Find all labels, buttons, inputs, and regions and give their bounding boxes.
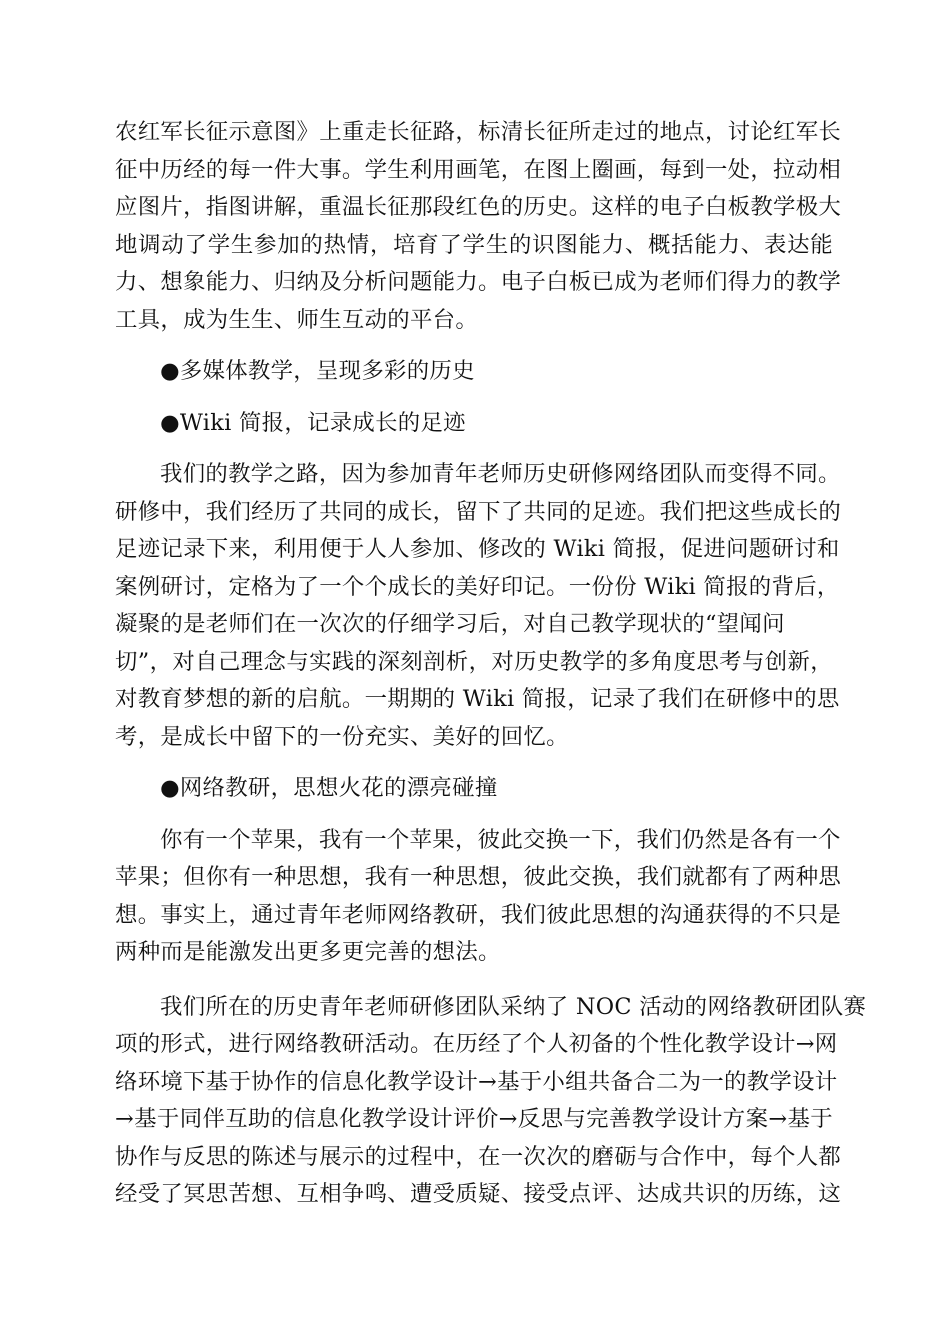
paragraph-electronic-whiteboard — [115, 114, 842, 339]
text-line: 案例研讨，定格为了一个个成长的美好印记。一份份 Wiki 简报的背后， — [115, 573, 840, 600]
text-line: 我们的教学之路，因为参加青年老师历史研修网络团队而变得不同。 — [160, 461, 841, 487]
text-line: 农红军长征示意图》上重走长征路，标清长征所走过的地点，讨论红军长 — [115, 119, 842, 145]
text-line: 项的形式，进行网络教研活动。在历经了个人初备的个性化教学设计→网 — [115, 1031, 838, 1057]
section-heading-online-research: ●网络教研，思想火花的漂亮碰撞 — [160, 775, 498, 801]
section-heading-multimedia: ●多媒体教学，呈现多彩的历史 — [160, 358, 475, 384]
text-line: 力、想象能力、归纳及分析问题能力。电子白板已成为老师们得力的教学 — [115, 269, 842, 295]
text-line: 工具，成为生生、师生互动的平台。 — [115, 306, 479, 333]
paragraph-noc-team — [115, 989, 867, 1214]
document-page — [115, 114, 867, 1214]
text-line: 切”，对自己理念与实践的深刻剖析，对历史教学的多角度思考与创新， — [115, 648, 833, 675]
text-line: 研修中，我们经历了共同的成长，留下了共同的足迹。我们把这些成长的 — [115, 498, 842, 525]
text-line: 协作与反思的陈述与展示的过程中，在一次次的磨砺与合作中，每个人都 — [115, 1143, 842, 1170]
paragraph-apple-analogy — [115, 822, 842, 972]
text-line: 应图片，指图讲解，重温长征那段红色的历史。这样的电子白板教学极大 — [115, 194, 842, 220]
section-heading-wiki: ●Wiki 简报，记录成长的足迹 — [160, 409, 466, 436]
text-line: 想。事实上，通过青年老师网络教研，我们彼此思想的沟通获得的不只是 — [115, 901, 842, 928]
text-line: 考，是成长中留下的一份充实、美好的回忆。 — [115, 723, 569, 750]
text-line: 络环境下基于协作的信息化教学设计→基于小组共备合二为一的教学设计 — [115, 1068, 838, 1095]
text-line: 经受了冥思苦想、互相争鸣、遭受质疑、接受点评、达成共识的历练，这 — [115, 1181, 842, 1207]
paragraph-wiki-report — [115, 456, 842, 756]
text-line: 足迹记录下来，利用便于人人参加、修改的 Wiki 简报，促进问题研讨和 — [115, 536, 840, 562]
text-line: 征中历经的每一件大事。学生利用画笔，在图上圈画，每到一处，拉动相 — [115, 156, 842, 183]
text-line: 两种而是能激发出更多更完善的想法。 — [115, 939, 501, 965]
text-line: 对教育梦想的新的启航。一期期的 Wiki 简报，记录了我们在研修中的思 — [115, 686, 840, 712]
text-line: 苹果；但你有一种思想，我有一种思想，彼此交换，我们就都有了两种思 — [115, 864, 842, 890]
text-line: 地调动了学生参加的热情，培育了学生的识图能力、概括能力、表达能 — [115, 231, 833, 258]
text-line: 凝聚的是老师们在一次次的仔细学习后，对自己教学现状的“望闻问 — [115, 611, 785, 637]
text-line: →基于同伴互助的信息化教学设计评价→反思与完善教学设计方案→基于 — [115, 1106, 833, 1132]
text-line: 我们所在的历史青年老师研修团队采纳了 NOC 活动的网络教研团队赛 — [160, 993, 867, 1020]
text-line: 你有一个苹果，我有一个苹果，彼此交换一下，我们仍然是各有一个 — [160, 826, 841, 853]
